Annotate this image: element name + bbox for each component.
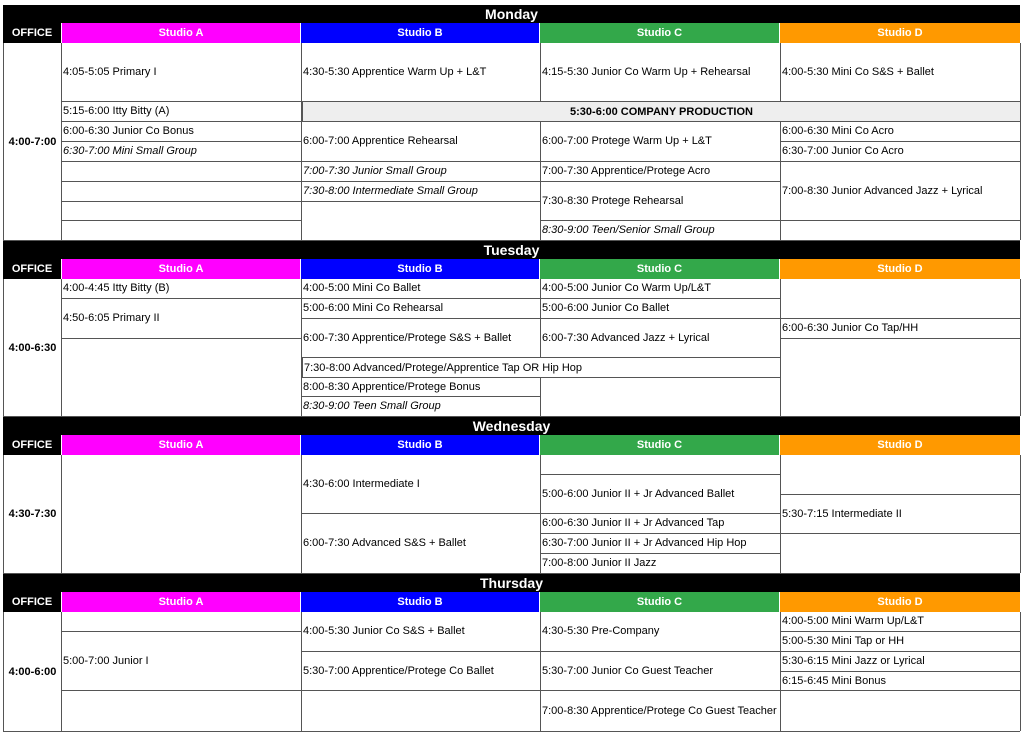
studio-d-header: Studio D xyxy=(780,23,1020,43)
day-header-tuesday: Tuesday xyxy=(3,241,1020,259)
class-slot xyxy=(62,182,301,202)
schedule-sheet xyxy=(3,5,1020,732)
studio-a-header: Studio A xyxy=(62,259,301,279)
class-slot xyxy=(62,691,301,731)
class-slot xyxy=(62,221,301,240)
class-slot: 6:30-7:00 Junior Co Acro xyxy=(781,142,1020,162)
class-slot: 7:00-7:30 Apprentice/Protege Acro xyxy=(541,162,780,182)
class-slot: 6:30-7:00 Mini Small Group xyxy=(62,142,301,162)
class-slot xyxy=(302,202,540,240)
class-slot: 4:00-5:00 Mini Co Ballet xyxy=(302,279,540,299)
studio-b-header: Studio B xyxy=(301,259,540,279)
class-slot: 6:00-6:30 Mini Co Acro xyxy=(781,122,1020,142)
studio-d-header: Studio D xyxy=(780,592,1020,612)
class-slot: 6:00-7:30 Apprentice/Protege S&S + Ballet xyxy=(302,319,540,358)
studio-b-column xyxy=(302,612,541,731)
day-monday xyxy=(3,5,1020,241)
class-slot: 4:30-5:30 Apprentice Warm Up + L&T xyxy=(302,43,540,102)
class-slot xyxy=(302,691,540,731)
studio-d-column xyxy=(781,279,1021,416)
class-slot: 6:00-6:30 Junior Co Tap/HH xyxy=(781,319,1020,339)
class-slot: 7:00-8:00 Junior II Jazz xyxy=(542,557,657,570)
class-slot: 4:00-5:30 Junior Co S&S + Ballet xyxy=(302,612,540,652)
class-slot: 4:05-5:05 Primary I xyxy=(62,43,301,102)
class-slot: 4:00-5:00 Mini Warm Up/L&T xyxy=(781,612,1020,632)
class-slot: 4:50-6:05 Primary II xyxy=(62,299,301,339)
class-slot: 4:15-5:30 Junior Co Warm Up + Rehearsal xyxy=(541,43,780,102)
class-slot: 5:30-6:15 Mini Jazz or Lyrical xyxy=(781,652,1020,672)
class-slot: 6:00-7:00 Protege Warm Up + L&T xyxy=(541,122,780,162)
class-slot: 6:00-7:30 Advanced Jazz + Lyrical xyxy=(541,319,780,358)
office-hours: 4:30-7:30 xyxy=(4,455,62,573)
class-slot xyxy=(62,612,301,632)
office-header: OFFICE xyxy=(3,592,62,612)
studio-c-column xyxy=(541,279,781,416)
studio-b-column xyxy=(302,43,541,240)
class-slot: 4:00-5:00 Junior Co Warm Up/L&T xyxy=(541,279,780,299)
studio-b-header: Studio B xyxy=(301,592,540,612)
class-slot xyxy=(781,221,1020,240)
class-slot: 8:30-9:00 Teen Small Group xyxy=(303,400,441,413)
class-slot: 4:30-5:30 Pre-Company xyxy=(541,612,780,652)
studio-a-column xyxy=(62,279,302,416)
class-slot xyxy=(781,339,1020,416)
studio-a-column xyxy=(62,455,302,573)
class-slot: 7:00-8:30 Junior Advanced Jazz + Lyrical xyxy=(781,162,1020,221)
class-slot: 4:00-5:30 Mini Co S&S + Ballet xyxy=(781,43,1020,102)
class-slot: 6:15-6:45 Mini Bonus xyxy=(781,672,1020,691)
studio-c-column xyxy=(541,43,781,240)
studio-b-header: Studio B xyxy=(301,23,540,43)
class-slot: 4:30-6:00 Intermediate I xyxy=(302,455,540,514)
studio-a-header: Studio A xyxy=(62,23,301,43)
studio-b-column xyxy=(302,455,541,573)
studio-d-column xyxy=(781,43,1021,240)
class-slot: 7:30-8:30 Protege Rehearsal xyxy=(541,182,780,221)
class-slot: 5:30-7:00 Junior Co Guest Teacher xyxy=(541,652,780,691)
class-slot: 6:00-7:30 Advanced S&S + Ballet xyxy=(303,537,466,550)
day-tuesday xyxy=(3,241,1020,417)
studio-c-column xyxy=(541,612,781,731)
class-slot: 5:30-7:00 Apprentice/Protege Co Ballet xyxy=(302,652,540,691)
class-slot xyxy=(781,534,1020,573)
class-slot: 7:00-8:30 Apprentice/Protege Co Guest Teacher xyxy=(542,704,777,717)
day-body-tuesday xyxy=(3,279,1020,417)
class-slot xyxy=(62,162,301,182)
studio-b-column xyxy=(302,279,541,416)
studio-c-header: Studio C xyxy=(540,435,780,455)
class-slot xyxy=(541,455,780,475)
class-slot: 6:00-6:30 Junior II + Jr Advanced Tap xyxy=(541,514,780,534)
studio-a-header: Studio A xyxy=(62,592,301,612)
class-slot: 5:15-6:00 Itty Bitty (A) xyxy=(62,102,301,122)
office-hours: 4:00-7:00 xyxy=(4,43,62,240)
class-slot: 4:00-4:45 Itty Bitty (B) xyxy=(62,279,301,299)
class-slot: 5:00-6:00 Mini Co Rehearsal xyxy=(302,299,540,319)
day-header-monday: Monday xyxy=(3,5,1020,23)
class-slot: 5:00-6:00 Junior Co Ballet xyxy=(541,299,780,319)
class-slot: 8:00-8:30 Apprentice/Protege Bonus xyxy=(302,378,540,397)
studio-c-header: Studio C xyxy=(540,23,780,43)
studio-d-column xyxy=(781,455,1021,573)
class-slot: 6:00-6:30 Junior Co Bonus xyxy=(62,122,301,142)
class-slot: 5:30-7:15 Intermediate II xyxy=(781,495,1020,534)
day-body-monday xyxy=(3,43,1020,241)
studio-c-header: Studio C xyxy=(540,592,780,612)
class-slot xyxy=(781,279,1020,319)
studio-d-column xyxy=(781,612,1021,731)
studio-a-column xyxy=(62,43,302,240)
class-slot: 6:00-7:00 Apprentice Rehearsal xyxy=(302,122,540,162)
studio-a-header: Studio A xyxy=(62,435,301,455)
day-thursday xyxy=(3,574,1020,732)
studio-c-column xyxy=(541,455,781,573)
class-slot: 7:30-8:00 Intermediate Small Group xyxy=(302,182,540,202)
class-slot xyxy=(781,455,1020,495)
class-slot xyxy=(781,691,1020,731)
studio-b-header: Studio B xyxy=(301,435,540,455)
office-hours: 4:00-6:00 xyxy=(4,612,62,731)
company-production-band: 5:30-6:00 COMPANY PRODUCTION xyxy=(302,102,1020,122)
class-slot: 8:30-9:00 Teen/Senior Small Group xyxy=(542,224,715,237)
office-header: OFFICE xyxy=(3,435,62,455)
office-header: OFFICE xyxy=(3,259,62,279)
class-slot: 5:00-5:30 Mini Tap or HH xyxy=(781,632,1020,652)
studio-a-column xyxy=(62,612,302,731)
class-slot: 5:00-6:00 Junior II + Jr Advanced Ballet xyxy=(541,475,780,514)
studio-d-header: Studio D xyxy=(780,259,1020,279)
shared-class-band: 7:30-8:00 Advanced/Protege/Apprentice Tap OR Hip Hop xyxy=(302,358,781,378)
class-slot xyxy=(62,455,301,573)
studio-d-header: Studio D xyxy=(780,435,1020,455)
day-wednesday xyxy=(3,417,1020,574)
class-slot: 6:30-7:00 Junior II + Jr Advanced Hip Hop xyxy=(541,534,780,554)
day-body-wednesday xyxy=(3,455,1020,574)
office-hours: 4:00-6:30 xyxy=(4,279,62,416)
day-body-thursday xyxy=(3,612,1020,732)
class-slot xyxy=(62,339,301,416)
class-slot: 5:00-7:00 Junior I xyxy=(62,632,301,691)
class-slot xyxy=(541,378,780,416)
day-header-wednesday: Wednesday xyxy=(3,417,1020,435)
class-slot xyxy=(62,202,301,221)
day-header-thursday: Thursday xyxy=(3,574,1020,592)
class-slot: 7:00-7:30 Junior Small Group xyxy=(302,162,540,182)
office-header: OFFICE xyxy=(3,23,62,43)
studio-c-header: Studio C xyxy=(540,259,780,279)
